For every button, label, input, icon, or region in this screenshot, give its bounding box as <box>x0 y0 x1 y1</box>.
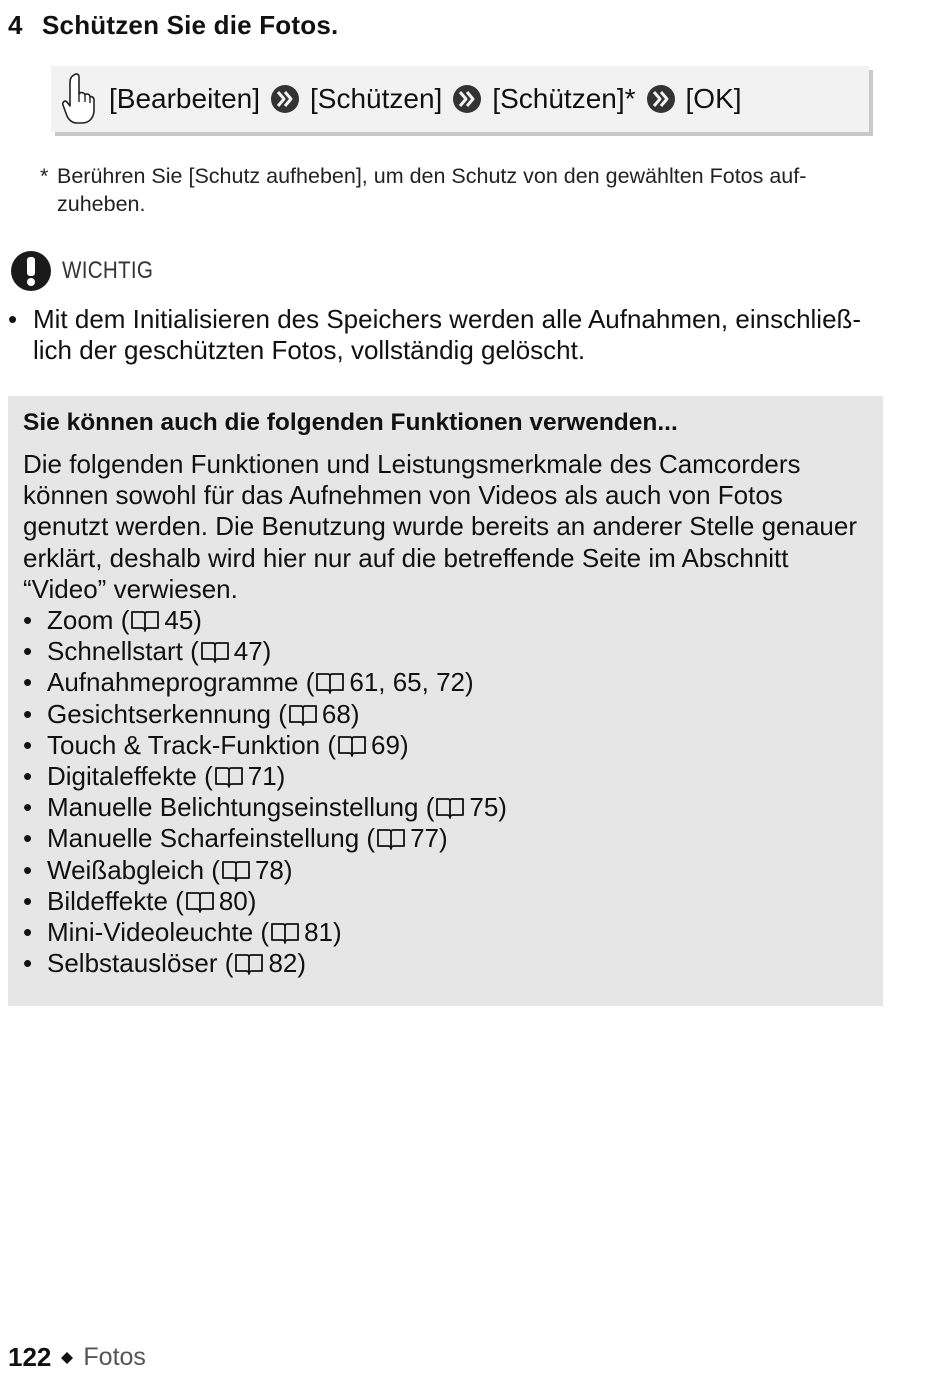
info-box-title: Sie können auch die folgenden Funktionen verwenden... <box>23 409 678 436</box>
list-item: • Zoom ( 45) <box>23 605 202 636</box>
menu-step-edit: [Bearbeiten] <box>109 83 260 114</box>
list-item: • Manuelle Belichtungseinstellung ( 75) <box>23 792 507 823</box>
feature-list <box>23 605 867 979</box>
important-heading <box>10 250 168 292</box>
list-item: • Manuelle Scharfeinstellung ( 77) <box>23 823 448 854</box>
list-item: • Digitaleffekte ( 71) <box>23 761 286 792</box>
list-item: • Aufnahmeprogramme ( 61, 65, 72) <box>23 667 474 698</box>
book-icon <box>270 922 300 944</box>
menu-step-protect: [Schützen] <box>310 83 443 114</box>
footnote-marker: * <box>40 164 49 188</box>
book-icon <box>337 735 367 757</box>
list-item: • Schnellstart ( 47) <box>23 636 272 667</box>
book-icon <box>185 891 215 913</box>
book-icon <box>221 860 251 882</box>
bullet-dot: • <box>8 304 18 334</box>
double-chevron-right-icon <box>452 84 482 114</box>
procedure-box <box>51 66 869 132</box>
important-label: WICHTIG <box>62 257 154 284</box>
list-item: • Gesichtserkennung ( 68) <box>23 698 360 729</box>
list-item: • Mini-Videoleuchte ( 81) <box>23 917 342 948</box>
menu-step-ok: [OK] <box>685 83 742 114</box>
list-item: • Weißabgleich ( 78) <box>23 854 293 885</box>
important-bullet <box>8 304 888 366</box>
step-heading <box>8 10 338 41</box>
touch-hand-icon <box>61 72 95 126</box>
book-icon <box>200 641 230 663</box>
double-chevron-right-icon <box>646 84 676 114</box>
important-text: Mit dem Initialisieren des Speichers werden alle Aufnahmen, einschließ-lich der geschützten Fotos, vollständig gelöscht. <box>33 304 862 365</box>
footnote <box>40 162 880 218</box>
book-icon <box>315 672 345 694</box>
book-icon <box>130 610 160 632</box>
step-number: 4 <box>8 10 23 40</box>
step-title: Schützen Sie die Fotos. <box>42 10 339 40</box>
exclamation-icon <box>10 250 52 292</box>
page-footer <box>8 1342 146 1373</box>
double-chevron-right-icon <box>270 84 300 114</box>
list-item: • Selbstauslöser ( 82) <box>23 948 307 979</box>
book-icon <box>376 828 406 850</box>
book-icon <box>435 797 465 819</box>
book-icon <box>288 704 318 726</box>
section-name: Fotos <box>83 1343 146 1371</box>
diamond-icon <box>61 1352 73 1364</box>
list-item: • Bildeffekte ( 80) <box>23 885 257 916</box>
list-item: • Touch & Track-Funktion ( 69) <box>23 729 409 760</box>
book-icon <box>234 953 264 975</box>
menu-step-protect-confirm: [Schützen]* <box>492 83 636 114</box>
info-box-intro: Die folgenden Funktionen und Leistungsmerkmale des Camcorders können sowohl für das Aufnehmen von Videos als auch von Fotos genutzt werden. Die Benutzung wurde bereits an anderer Stelle genauer erklärt, deshalb wird hier nur auf die betreffende Seite im Abschnitt “Video” verwiesen. <box>23 449 857 604</box>
footnote-text: Berühren Sie [Schutz aufheben], um den Schutz von den gewählten Fotos auf-zuheben. <box>57 164 807 216</box>
info-box <box>8 396 883 1006</box>
book-icon <box>214 766 244 788</box>
page-number: 122 <box>8 1342 52 1372</box>
